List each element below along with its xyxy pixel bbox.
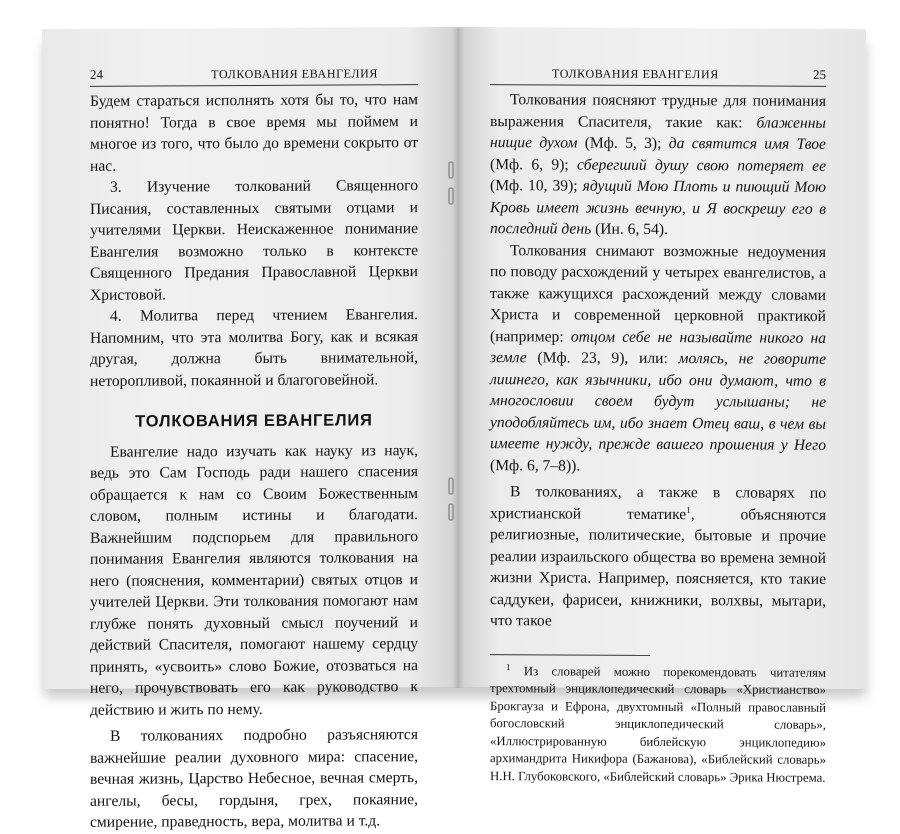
text-run: (Мф. 6, 9); <box>490 155 578 174</box>
right-page <box>458 27 866 785</box>
quote-italic: блаженны нищие духом <box>490 113 826 152</box>
right-running-head <box>490 65 826 87</box>
text-run: В толкованиях, а также в словарях по христианской тематике <box>490 483 826 523</box>
left-running-head <box>90 65 418 87</box>
paragraph: Будем стараться исполнять хотя бы то, что нам понятно! Тогда в свое время мы поймем и многое из того, что было до времени сокрыто от нас. <box>90 91 418 175</box>
quote-italic: да святится имя Твое <box>668 135 826 153</box>
text-run: (Мф. 6, 7–8)). <box>490 456 581 475</box>
footnote-text <box>490 663 826 787</box>
paragraph <box>490 240 826 478</box>
staple-top-icon <box>446 160 454 206</box>
quote-italic: молясь, не говорите лишнего, как язычники, ибо они думают, что в многословии своем будут услышаны; не уподобляйтесь им, ибо знает Отец ваш, в чем вы имеете нужду, прежде вашего прошения у Него <box>490 350 826 454</box>
footnote <box>490 663 826 787</box>
text-run: (Мф. 10, 39); <box>490 177 583 195</box>
paragraph <box>490 481 826 633</box>
left-body-text <box>90 89 418 833</box>
quote-italic: отцом себе не называйте никого на земле <box>490 328 827 367</box>
text-run: , объясняются религиозные, политические, бытовые и прочие реалии израильского общества во времена земной жизни Христа. Например, поясняется, кто такие саддукеи, фарисеи, книжники, волхвы, мытари, что такое <box>490 505 826 630</box>
footnote-reference[interactable]: 1 <box>686 504 691 515</box>
footnote-divider <box>490 654 650 656</box>
left-running-title: ТОЛКОВАНИЯ ЕВАНГЕЛИЯ <box>211 66 378 82</box>
text-run: (Мф. 5, 3); <box>577 134 669 153</box>
text-run: (Мф. 23, 9), или: <box>526 349 679 368</box>
quote-italic: ядущий Мою Плоть и пиющий Мою Кровь имеет жизнь вечную, и Я воскрешу его в последний день <box>490 177 826 238</box>
quote-italic: сберегший душу свою потеряет ее <box>577 156 826 175</box>
text-run: Толкования снимают возможные недоумения по поводу расхождений у четырех евангелистов, а также кажущихся расхождений между словами Христа и современной церковной практикой (например: <box>490 241 826 346</box>
paragraph: 3. Изучение толкований Священного Писания, составленных святыми отцами и учителями Церкви. Неискаженное понимание Евангелия возможно только в контексте Священного Предания Православной Церкви Христовой. <box>90 177 418 304</box>
right-page-number: 25 <box>813 66 826 82</box>
text-run: Толкования поясняют трудные для понимания выражения Спасителя, такие как: <box>490 91 826 131</box>
paragraph <box>490 89 826 241</box>
book-spine <box>452 28 464 688</box>
footnote-marker: 1 <box>506 661 511 672</box>
text-run: (Ин. 6, 54). <box>591 220 668 239</box>
text-run: Из словарей можно порекомендовать читателям трехтомный энциклопедический словарь «Христианство» Брокгауза и Ефрона, двухтомный «Полный православный богословский энциклопедический словарь», «Иллюстрированную библейскую энциклопедию» архимандрита Никифора (Бажанова), «Библейский словарь» Н.Н. Глубоковского, «Библейский словарь» Эрика Нюстрема. <box>490 663 826 785</box>
staple-bottom-icon <box>446 476 454 522</box>
left-page <box>42 27 458 831</box>
paragraph: Евангелие надо изучать как науку из наук, ведь это Сам Господь ради нашего спасения обращается к нам со Своим Божественным словом, полным истины и благодати. Важнейшим подспорьем для правильного понимания Евангелия являются толкования на него (пояснения, комментарии) святых отцов и учителей Церкви. Эти толкования помогают нам глубже понять духовный смысл поучений и действий Спасителя, помогают нашему сердцу принять, «усвоить» слово Божие, отозваться на него, прочувствовать его как руководство к действию и жить по нему. <box>90 441 418 719</box>
paragraph: 4. Молитва перед чтением Евангелия. Напомним, что эта молитва Богу, как и всякая другая, должна быть внимательной, неторопливой, покаянной и благоговейной. <box>90 306 418 390</box>
section-heading: ТОЛКОВАНИЯ ЕВАНГЕЛИЯ <box>135 411 373 431</box>
paragraph: В толкованиях подробно разъясняются важнейшие реалии духовного мира: спасение, вечная жизнь, Царство Небесное, вечная смерть, ангелы, бесы, гордыня, грех, покаяние, смирение, праведность, вера, молитва и т.д. <box>90 726 418 831</box>
right-running-title: ТОЛКОВАНИЯ ЕВАНГЕЛИЯ <box>552 66 719 82</box>
left-page-number: 24 <box>90 66 103 82</box>
right-body-text <box>490 89 826 633</box>
